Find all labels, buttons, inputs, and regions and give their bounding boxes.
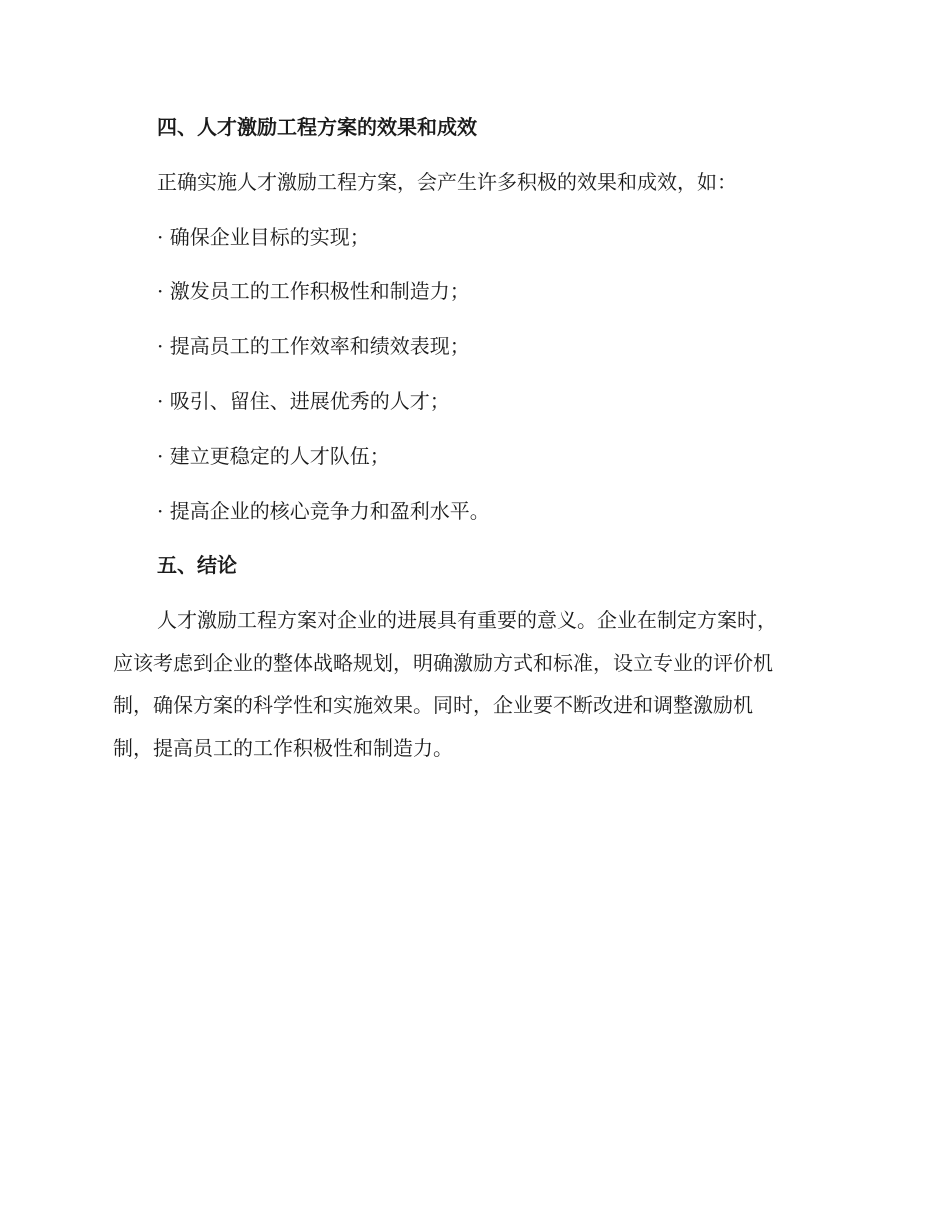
conclusion-line: 制，确保方案的科学性和实施效果。同时，企业要不断改进和调整激励机: [113, 693, 753, 717]
bullet-item: · 建立更稳定的人才队伍；: [157, 444, 390, 468]
conclusion-line: 制，提高员工的工作积极性和制造力。: [113, 736, 453, 760]
bullet-item: · 提高员工的工作效率和绩效表现；: [157, 334, 470, 358]
bullet-item: · 确保企业目标的实现；: [157, 225, 370, 249]
conclusion-line: 人才激励工程方案对企业的进展具有重要的意义。企业在制定方案时，: [157, 608, 777, 632]
conclusion-line: 应该考虑到企业的整体战略规划，明确激励方式和标准，设立专业的评价机: [113, 651, 773, 675]
bullet-item: · 吸引、留住、进展优秀的人才；: [157, 389, 450, 413]
bullet-item: · 激发员工的工作积极性和制造力；: [157, 279, 470, 303]
section-5-heading: 五、结论: [157, 553, 237, 577]
section-4-intro: 正确实施人才激励工程方案，会产生许多积极的效果和成效，如：: [157, 170, 737, 194]
section-4-heading: 四、人才激励工程方案的效果和成效: [157, 115, 477, 139]
bullet-item: · 提高企业的核心竞争力和盈利水平。: [157, 499, 490, 523]
